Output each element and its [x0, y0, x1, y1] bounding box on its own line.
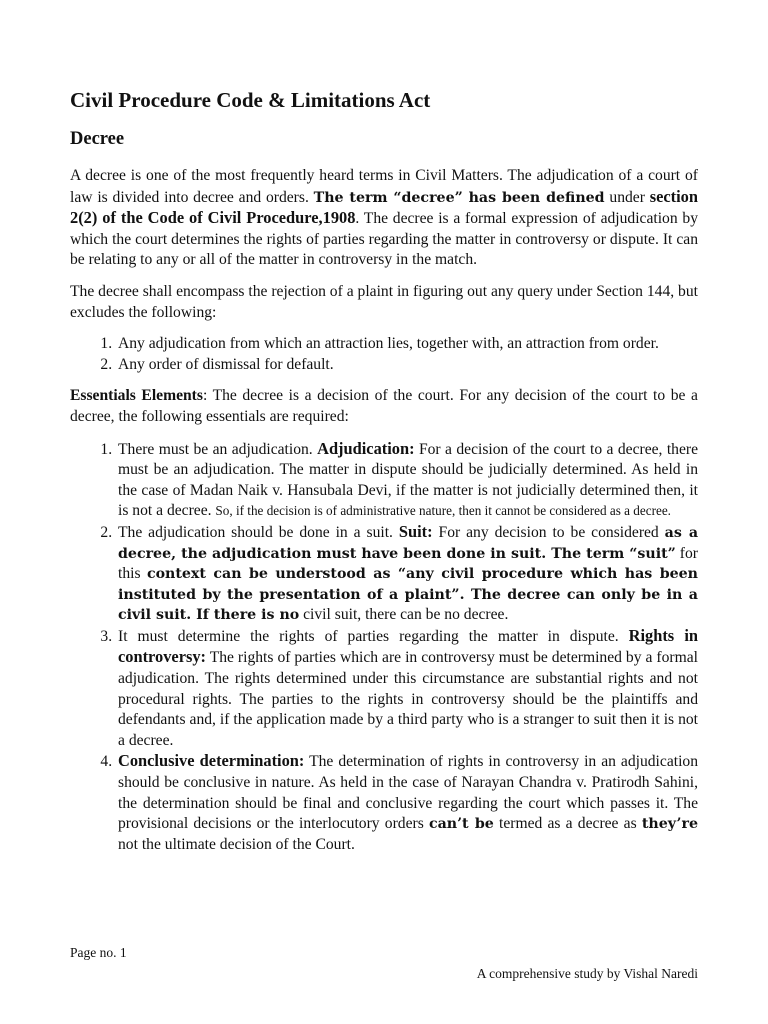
text-run-bold: they’re — [641, 816, 698, 833]
text-run: : The decree is a decision of the court. For any decision of the court to be a decree, the following essentials are required: — [70, 387, 698, 425]
text-run: civil suit, there can be no decree. — [299, 606, 509, 624]
text-run-bold: The term “decree” has been defined — [313, 189, 605, 206]
text-run-bold: as a decree, the adjudication must have been done in suit. The term “suit” — [118, 524, 699, 562]
text-run-bold: context can be understood as “any civil procedure which has been instituted by the presentation of a plaint”. The decree can only be in a civil suit. If there is no — [118, 566, 698, 624]
list-item: 2. Any order of dismissal for default. — [116, 355, 698, 376]
list-item — [116, 439, 698, 522]
text-run-bold: Suit: — [398, 521, 433, 541]
exclusions-list — [70, 334, 698, 375]
text-run: For a decision of the court to a decree, there must be an adjudication. The matter in dispute should be judicially determined. As held in the case of Madan Naik v. Hansubala Devi, if the matter is not judicially determined then, it is not a decree. — [118, 440, 698, 520]
paragraph-essentials — [70, 386, 698, 427]
text-run: termed as a decree as — [493, 815, 642, 833]
document-title: Civil Procedure Code & Limitations Act — [70, 88, 431, 112]
paragraph-exclusions-intro: The decree shall encompass the rejection of a plaint in figuring out any query under Section 144, but excludes the following: — [70, 282, 698, 321]
essentials-label: Essentials Elements — [70, 387, 203, 405]
text-run-bold: Adjudication: — [317, 438, 415, 458]
list-item — [116, 626, 698, 752]
text-run: For any decision to be considered — [432, 523, 665, 541]
text-run: for this — [118, 544, 698, 583]
text-run: There must be an adjudication. — [118, 440, 318, 458]
essentials-list — [70, 439, 698, 856]
paragraph-intro — [70, 166, 698, 271]
list-item — [116, 751, 698, 855]
page-number: Page no. 1 — [70, 945, 127, 960]
list-item: 1. Any adjudication from which an attraction lies, together with, an attraction from order. — [116, 334, 698, 355]
text-run: under — [604, 188, 650, 206]
list-item — [116, 522, 698, 626]
text-run-small: So, if the decision is of administrative nature, then it cannot be considered as a decree. — [215, 503, 671, 519]
text-run: The rights of parties which are in controversy must be determined by a formal adjudication. The rights determined under this circumstance are substantial rights and not procedural rights. The parties to the rights in controversy should be the plaintiffs and defendants and, if the application made by a third party who is a stranger to suit then it is not a decree. — [118, 649, 698, 749]
text-run-bold: Rights in controversy: — [118, 625, 698, 667]
section-heading: Decree — [70, 129, 125, 149]
text-run-bold: section 2(2) of the Code of Civil Procedure,1908 — [70, 186, 698, 228]
text-run: A decree is one of the most frequently heard terms in Civil Matters. The adjudication of a court of law is divided into decree and orders. — [70, 167, 698, 206]
footer-credit: A comprehensive study by Vishal Naredi — [476, 966, 698, 981]
text-run: . The decree is a formal expression of adjudication by which the court determines the rights of parties regarding the matter in controversy or dispute. It can be relating to any or all of the matter in controversy in the match. — [70, 210, 698, 269]
text-run: not the ultimate decision of the Court. — [118, 835, 355, 853]
text-run: The determination of rights in controversy in an adjudication should be conclusive in nature. As held in the case of Narayan Chandra v. Pratirodh Sahini, the determination should be final and conclusive regarding the court which passes it. The provisional decisions or the interlocutory orders — [118, 753, 698, 833]
text-run: The adjudication should be done in a suit. — [118, 523, 399, 541]
text-run: It must determine the rights of parties regarding the matter in dispute. — [118, 627, 629, 645]
text-run-bold: Conclusive determination: — [118, 751, 305, 771]
text-run-bold: can’t be — [428, 816, 494, 833]
